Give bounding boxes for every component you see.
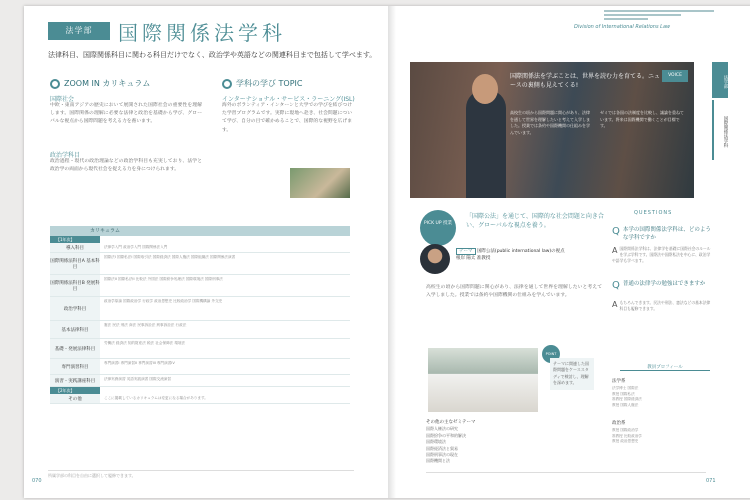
topic-heading: 学科の学び TOPIC <box>222 78 303 89</box>
profile-item: 准教授 国際経済法 <box>612 397 642 401</box>
profile-group-law: 法学系 <box>612 379 626 384</box>
answer-1: A国際関係法学科は、法律学を基礎に国際社会のルールを学ぶ学科です。国際法や国際私法を中心に、政治学や語学も学べます。 <box>612 246 711 263</box>
pickup-paragraph: 高校生の頃から国際問題に関心があり、法律を通して世界を理解したいと考えて入学しました。授業では条約や国際機関の仕組みを学んでいます。 <box>426 285 602 299</box>
teacher-name: 根岸 陽太 准教授 <box>456 256 491 261</box>
theme-list-item: 国際経済法と貿易 <box>426 445 458 451</box>
topic-subheading: インターナショナル・サービス・ラーニング(ISL) <box>222 96 355 103</box>
tab-faculty[interactable]: 法学部 <box>712 62 728 98</box>
curriculum-row <box>50 321 350 339</box>
student-hero-photo <box>410 62 694 198</box>
theme-list-item: 国際刑事法の現在 <box>426 452 458 458</box>
curriculum-row <box>50 275 350 297</box>
year1-label: 【1年次】 <box>50 236 100 243</box>
curriculum-row-cells: 憲法 民法 刑法 商法 民事訴訟法 刑事訴訟法 行政法 <box>104 323 187 327</box>
theme-list-item: 国際人権法の研究 <box>426 426 458 432</box>
profile-list-law <box>612 386 642 408</box>
profile-item: 教授 国際私法 <box>612 391 635 396</box>
theme-list-item: 国際機関と法 <box>426 458 450 464</box>
page-number-right: 071 <box>706 478 716 484</box>
theme-text: 国際公法(public international law)の視点 <box>476 249 565 254</box>
curriculum-row-cells: 法律実務演習 英語実践演習 国際交流演習 <box>104 377 171 381</box>
subheading-society: 国際社会 <box>50 96 75 103</box>
curriculum-row-cells: 国際法I 国際私法I 国際取引法 国際経済法 国際人権法 国際組織法 国際関係法演習 <box>104 255 236 259</box>
profile-group-politics: 政治系 <box>612 421 626 426</box>
curriculum-row-label: 導入科目 <box>50 243 100 252</box>
gutter <box>388 6 396 498</box>
circle-icon <box>50 79 60 89</box>
left-footer: 所属学部の科目を自由に選択して履修できます。 <box>48 470 354 479</box>
questions-heading: QUESTIONS <box>634 210 673 216</box>
curriculum-row-label: 政治学科目 <box>50 297 100 320</box>
tab-department[interactable]: 国際関係法学科 <box>712 100 728 160</box>
theme-box <box>456 248 565 262</box>
hero-text-1: 高校生の頃から国際問題に関心があり、法律を通して世界を理解したいと考えて入学しました。授業では条約や国際機関の仕組みを学んでいます。 <box>510 110 590 135</box>
theme-badge: テーマ <box>456 248 476 255</box>
curriculum-row-label: 基本法律科目 <box>50 321 100 338</box>
student-figure <box>466 90 506 198</box>
curriculum-row-cells: 国際法II 国際私法II 比較法 外国法 国際紛争処理法 国際環境法 国際刑事法 <box>104 277 223 281</box>
profile-list-politics <box>612 428 642 445</box>
curriculum-row <box>50 297 350 321</box>
topic-paragraph: 海外のボランティア・インターンと大学での学びを結びつけた学習プログラムです。実際に現地へ赴き、社会問題について学び、自分の目で確かめることで、国際的な視野を広げます。 <box>222 103 352 133</box>
student-head <box>472 74 498 104</box>
profile-item: 教授 国際人権法 <box>612 402 639 407</box>
hero-quote: 国際関係法を学ぶことは、世界を読む力を育てる。ニュースの裏側も見えてくる! <box>510 73 661 89</box>
curriculum-row-cells: 労働法 経済法 知的財産法 税法 社会保障法 環境法 <box>104 341 186 345</box>
curriculum-row-cells: 法律学入門 政治学入門 国際関係法入門 <box>104 245 168 249</box>
page-number-left: 070 <box>32 478 42 484</box>
curriculum-row <box>50 339 350 359</box>
curriculum-row-cells: 専門演習I 専門演習II 専門演習III 専門演習IV <box>104 361 175 365</box>
profile-heading: 教員プロフィール <box>620 364 710 371</box>
teacher-avatar <box>420 244 450 274</box>
curriculum-row <box>50 359 350 375</box>
theme-list-item: 国際環境法 <box>426 439 446 445</box>
curriculum-table <box>50 226 350 404</box>
curriculum-row <box>50 243 350 253</box>
english-title: Division of International Relations Law <box>574 24 671 30</box>
theme-list-item: 国際紛争の平和的解決 <box>426 432 466 438</box>
pickup-badge: PICK UP 授業 <box>420 210 456 246</box>
curriculum-row <box>50 253 350 275</box>
side-tabs <box>712 62 728 162</box>
q-icon: Q <box>612 226 620 237</box>
right-footer-rule <box>426 472 706 473</box>
question-2: Q普通の法律学の勉強はできますか <box>612 280 706 291</box>
curriculum-table-title: カリキュラム <box>50 226 350 236</box>
curriculum-row-cells: 政治学原論 国際政治学 行政学 政治思想史 比較政治学 国際機構論 外交史 <box>104 299 223 303</box>
lecture-photo <box>428 348 538 412</box>
curriculum-row-label: 基礎・発展法律科目 <box>50 339 100 358</box>
curriculum-row-label: 国際関係法科目B 発展科目 <box>50 275 100 296</box>
a-icon: A <box>612 246 618 255</box>
voice-badge: VOICE <box>662 70 688 82</box>
subheading-politics: 政治学科目 <box>50 152 81 159</box>
decorative-bars <box>604 10 714 22</box>
year2-label: 【2年次】 <box>50 387 100 394</box>
profile-item: 准教授 比較政治学 <box>612 433 642 438</box>
curriculum-row-label: 演習・実践講座科目 <box>50 375 100 386</box>
topic-photo <box>290 168 350 198</box>
theme-list-title: その他の主なゼミテーマ <box>426 420 476 425</box>
paragraph-society: 中欧・東南アジアの歴史において展開された国際社会の重要性を理解します。国際関係の理解に必要な法律と政治を基礎から学び、グローバルな視点から国際問題を考える力を養います。 <box>50 103 202 125</box>
curriculum-heading: ZOOM IN カリキュラム <box>50 78 150 89</box>
a-icon: A <box>612 300 618 309</box>
point-text: テーマに関連した国際問題をケーススタディで検討し、理解を深めます。 <box>550 358 594 390</box>
q-icon: Q <box>612 280 620 291</box>
point-badge: POINT <box>542 345 560 363</box>
profile-item: 法学博士 国際法 <box>612 386 639 390</box>
curriculum-row-label: その他 <box>50 394 100 403</box>
pickup-quote: 「国際公法」を通じて、国際的な社会問題と向き合い、グローバルな視点を養う。 <box>466 213 604 229</box>
curriculum-row-label: 専門演習科目 <box>50 359 100 374</box>
profile-item: 教授 政治思想史 <box>612 439 639 443</box>
theme-list <box>426 420 476 465</box>
question-1: Q本学の国際関係法学科は、どのような学科ですか <box>612 226 711 241</box>
department-title: 国際関係法学科 <box>118 21 286 45</box>
department-tag: 法学部 <box>48 22 110 40</box>
circle-icon <box>222 79 232 89</box>
profile-item: 教授 国際政治学 <box>612 428 639 432</box>
curriculum-row-cells: ここに掲載しているカリキュラムは変更になる場合があります。 <box>104 396 208 400</box>
department-lead: 法律科目、国際関係科目に関わる科目だけでなく、政治学や英語などの関連科目まで包括して学べます。 <box>48 51 377 59</box>
curriculum-row <box>50 394 350 404</box>
paragraph-politics: 政治過程・現代の政治理論などの政治学科目も充実しており、法学と政治学の両面から現代社会を捉える力を身につけられます。 <box>50 159 202 173</box>
curriculum-row <box>50 375 350 387</box>
answer-2: Aもちろんできます。民法や刑法、憲法などの基本法律科目も履修できます。 <box>612 300 711 311</box>
hero-text-2: ゼミでは各国の法制度を比較し、議論を重ねています。将来は国際機関で働くことが目標です。 <box>600 110 684 129</box>
curriculum-row-label: 国際関係法科目A 基本科目 <box>50 253 100 274</box>
